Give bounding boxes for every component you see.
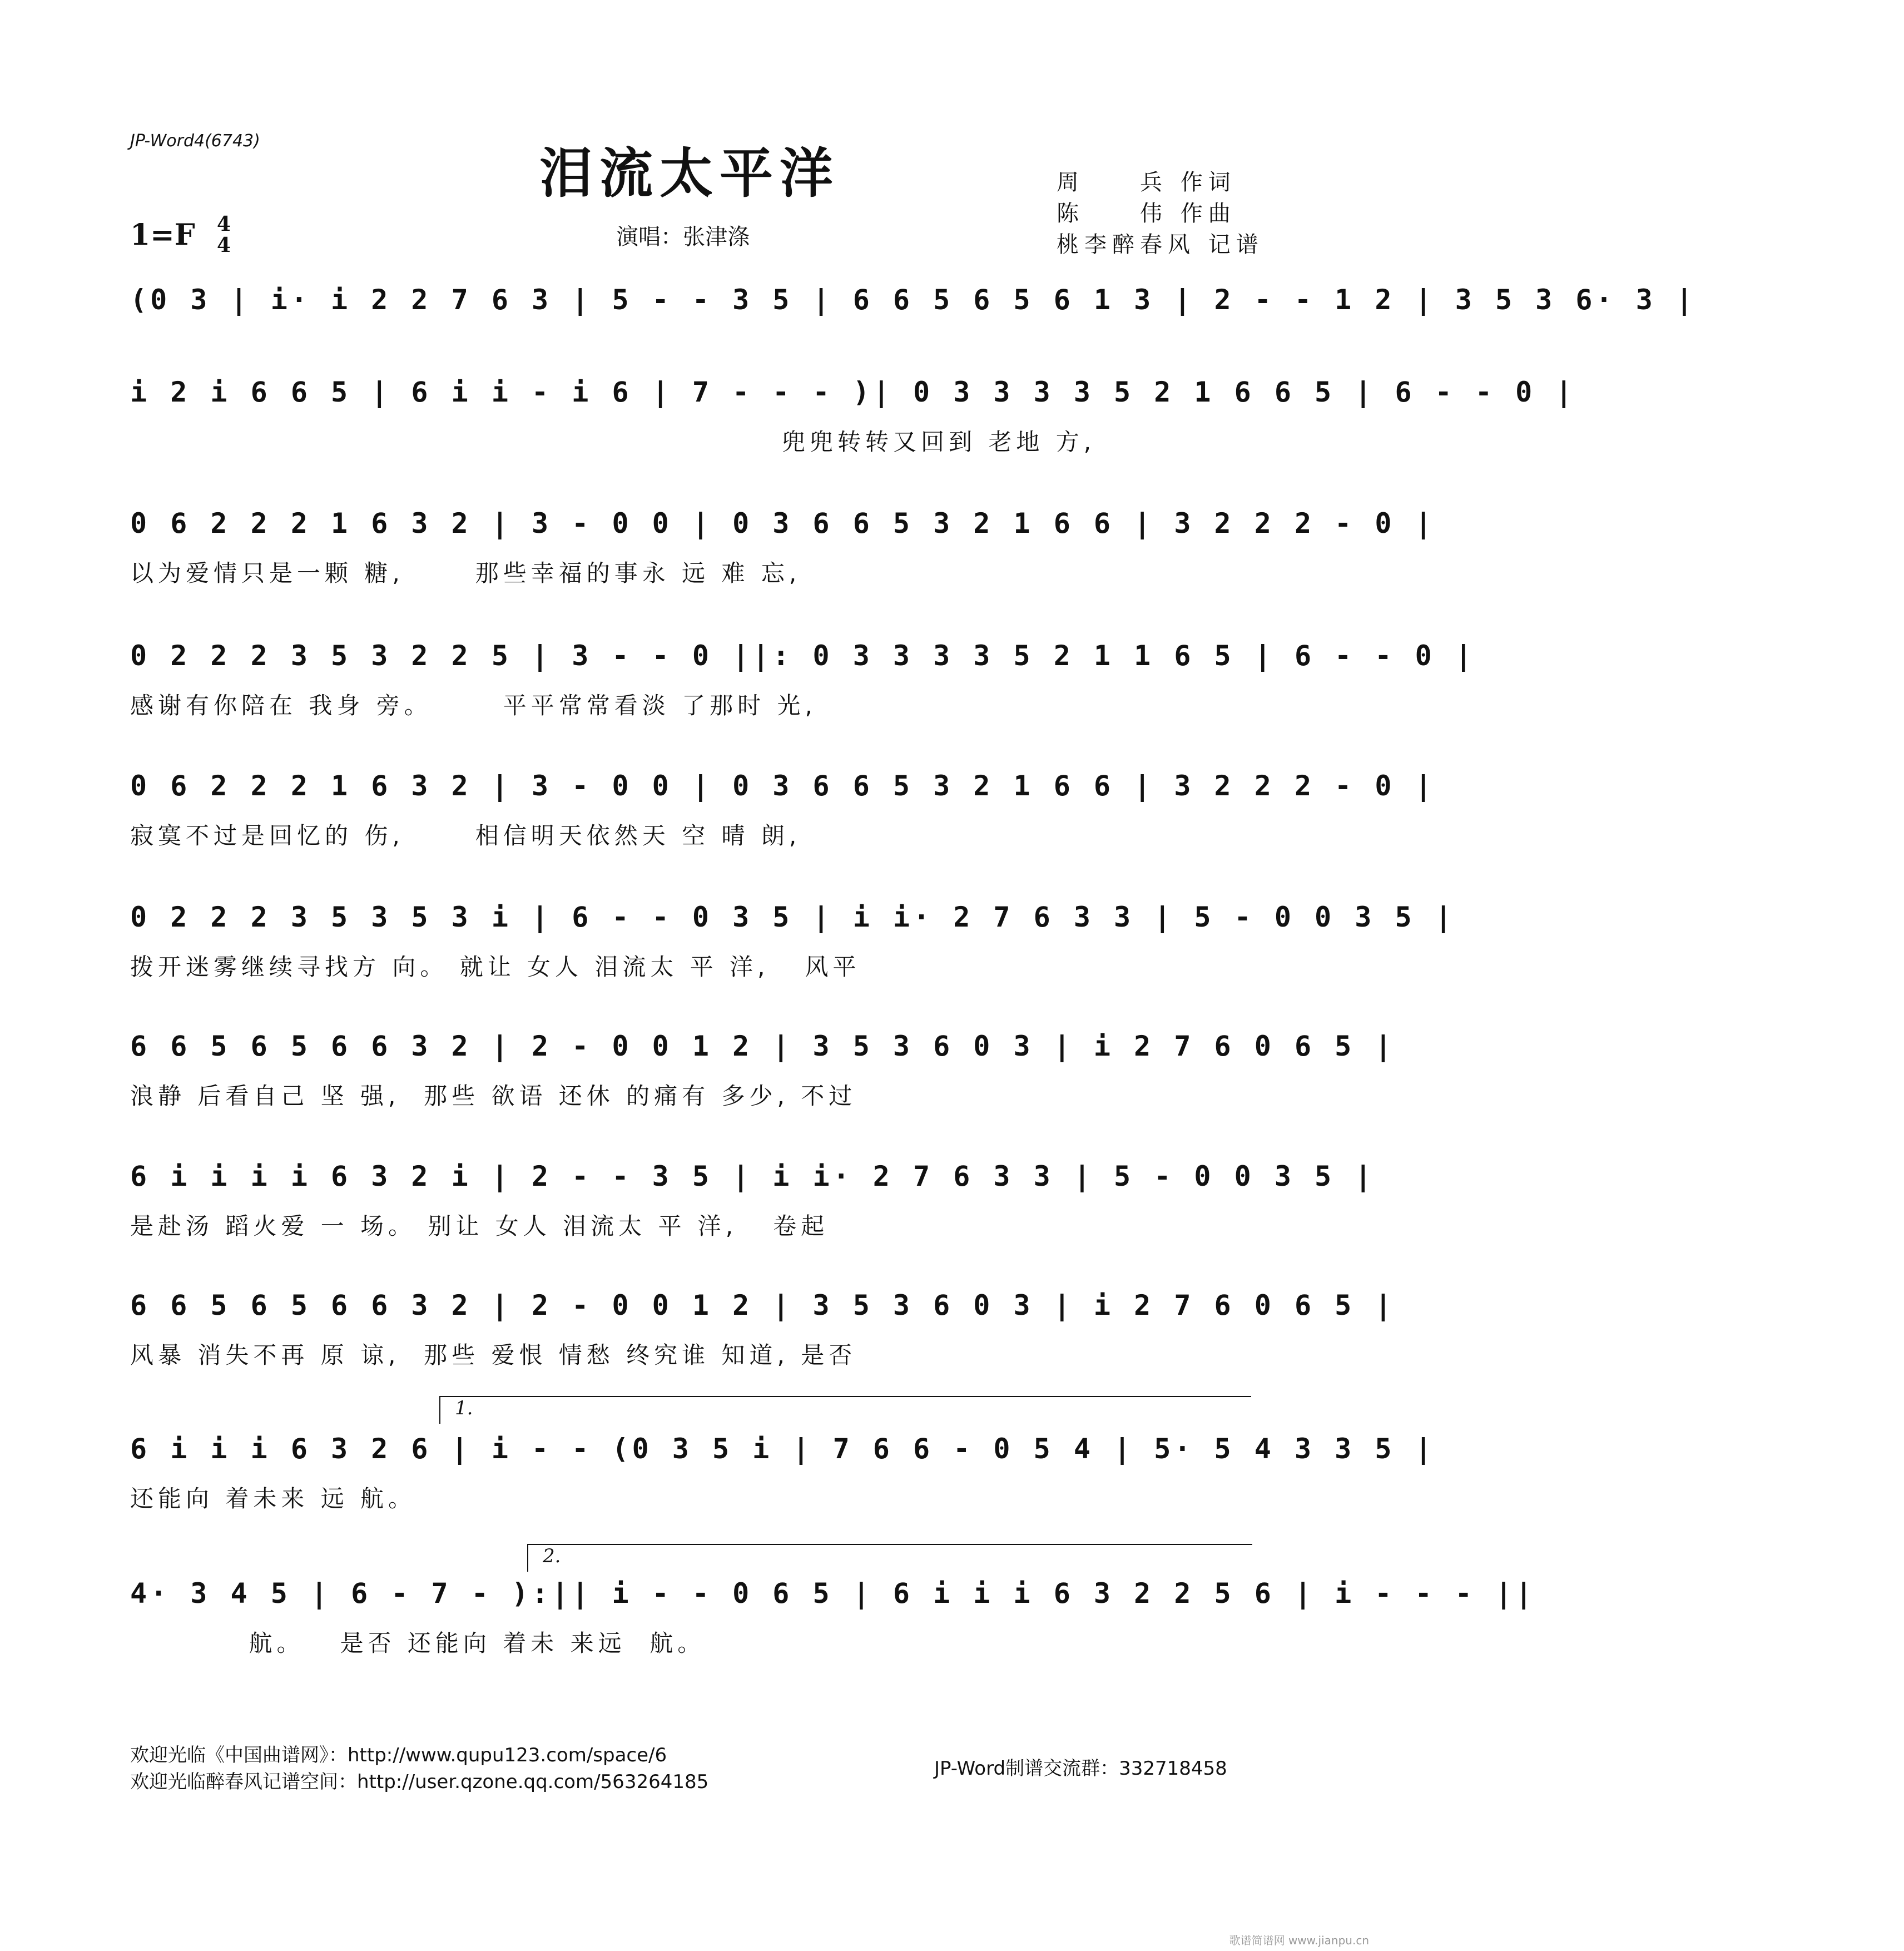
score-line-1: (0 3 | i· i 2 2 7 6 3 | 5 - - 3 5 | 6 6 5 6 5 6 1 3 | 2 - - 1 2 | 3 5 3 6· 3 |	[130, 284, 1696, 316]
volta-1-label: 1.	[455, 1397, 473, 1419]
score-line-5: 0 6 2 2 2 1 6 3 2 | 3 - 0 0 | 0 3 6 6 5 3 2 1 6 6 | 3 2 2 2 - 0 |	[130, 770, 1435, 802]
time-signature-top: 4	[217, 212, 231, 236]
volta-1-bracket	[439, 1396, 1251, 1397]
lyric-line-7: 浪静 后看自己 坚 强, 那些 欲语 还休 的痛有 多少, 不过	[130, 1082, 857, 1110]
footer-group-number: JP-Word制谱交流群：332718458	[934, 1757, 1227, 1780]
lyric-line-9: 风暴 消失不再 原 谅, 那些 爱恨 情愁 终究谁 知道, 是否	[130, 1341, 857, 1369]
score-line-4: 0 2 2 2 3 5 3 2 2 5 | 3 - - 0 ||: 0 3 3 3 3 5 2 1 1 6 5 | 6 - - 0 |	[130, 640, 1475, 672]
source-tag: JP-Word4(6743)	[130, 131, 260, 151]
footer-site-link: 欢迎光临《中国曲谱网》：http://www.qupu123.com/space/6	[130, 1744, 667, 1766]
composer-credit: 陈 伟 作曲	[1057, 201, 1236, 226]
watermark: 歌谱简谱网 www.jianpu.cn	[1229, 1934, 1369, 1947]
score-line-9: 6 6 5 6 5 6 6 3 2 | 2 - 0 0 1 2 | 3 5 3 6 0 3 | i 2 7 6 0 6 5 |	[130, 1289, 1395, 1321]
lyric-line-5: 寂寞不过是回忆的 伤, 相信明天依然天 空 晴 朗,	[130, 822, 801, 849]
score-line-3: 0 6 2 2 2 1 6 3 2 | 3 - 0 0 | 0 3 6 6 5 3 2 1 6 6 | 3 2 2 2 - 0 |	[130, 507, 1435, 539]
transcriber-credit: 桃李醉春风 记谱	[1057, 232, 1264, 258]
lyric-line-11: 航。 是否 还能向 着未 来远 航。	[130, 1630, 706, 1657]
key-signature: 1=F	[130, 218, 195, 252]
time-signature	[217, 214, 231, 256]
song-title: 泪流太平洋	[539, 142, 840, 205]
volta-1-bracket-start	[439, 1396, 440, 1424]
time-signature-bottom: 4	[217, 234, 231, 257]
lyric-line-2: 兜兜转转又回到 老地 方,	[782, 428, 1096, 455]
lyric-line-3: 以为爱情只是一颗 糖, 那些幸福的事永 远 难 忘,	[130, 559, 801, 587]
credits	[1057, 167, 1264, 260]
score-line-2: i 2 i 6 6 5 | 6 i i - i 6 | 7 - - - )| 0 3 3 3 3 5 2 1 6 6 5 | 6 - - 0 |	[130, 376, 1576, 408]
lyricist-credit: 周 兵 作词	[1057, 170, 1236, 195]
score-line-6: 0 2 2 2 3 5 3 5 3 i | 6 - - 0 3 5 | i i· 2 7 6 3 3 | 5 - 0 0 3 5 |	[130, 901, 1455, 933]
footer-qzone-link: 欢迎光临醉春风记谱空间：http://user.qzone.qq.com/563264185	[130, 1771, 709, 1793]
score-line-8: 6 i i i i 6 3 2 i | 2 - - 3 5 | i i· 2 7 6 3 3 | 5 - 0 0 3 5 |	[130, 1160, 1375, 1192]
score-line-10: 6 i i i 6 3 2 6 | i - - (0 3 5 i | 7 6 6 - 0 5 4 | 5· 5 4 3 3 5 |	[130, 1433, 1435, 1465]
score-line-11: 4· 3 4 5 | 6 - 7 - ):|| i - - 0 6 5 | 6 i i i 6 3 2 2 5 6 | i - - - ||	[130, 1577, 1536, 1610]
lyric-line-10: 还能向 着未来 远 航。	[130, 1485, 416, 1512]
lyric-line-4: 感谢有你陪在 我身 旁。 平平常常看淡 了那时 光,	[130, 692, 817, 719]
volta-2-bracket-start	[527, 1544, 528, 1572]
lyric-line-8: 是赴汤 蹈火爱 一 场。 别让 女人 泪流太 平 洋, 卷起	[130, 1212, 829, 1240]
volta-2-bracket	[527, 1544, 1252, 1545]
volta-2-label: 2.	[543, 1545, 561, 1567]
score-line-7: 6 6 5 6 5 6 6 3 2 | 2 - 0 0 1 2 | 3 5 3 6 0 3 | i 2 7 6 0 6 5 |	[130, 1030, 1395, 1062]
lyric-line-6: 拨开迷雾继续寻找方 向。 就让 女人 泪流太 平 洋, 风平	[130, 953, 861, 981]
singer-credit: 演唱：张津涤	[616, 224, 750, 250]
